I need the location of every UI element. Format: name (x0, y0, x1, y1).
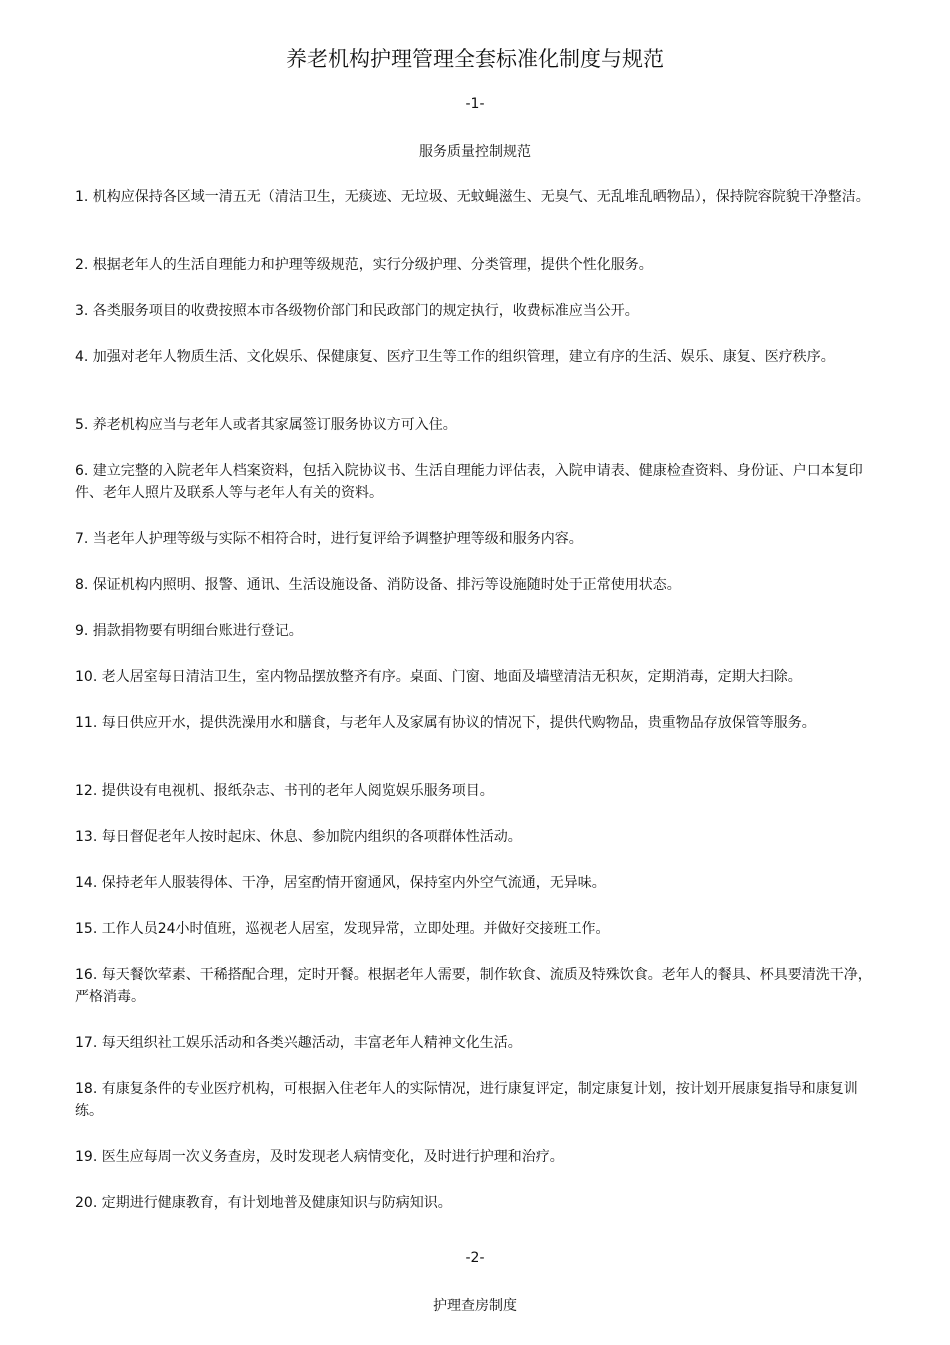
section-heading-nursing-rounds: 护理查房制度 (433, 1298, 517, 1314)
regulation-item-5: 5. 养老机构应当与老年人或者其家属签订服务协议方可入住。 (75, 417, 457, 433)
regulation-list (75, 186, 881, 1238)
regulation-item-1: 1. 机构应保持各区域一清五无（清洁卫生，无痰迹、无垃圾、无蚊蝇滋生、无臭气、无乱堆乱晒物品），保持院容院貌干净整洁。 (75, 189, 870, 205)
regulation-item-9: 9. 捐款捐物要有明细台账进行登记。 (75, 623, 303, 639)
document-title: 养老机构护理管理全套标准化制度与规范 (286, 47, 664, 71)
regulation-item-10: 10. 老人居室每日清洁卫生，室内物品摆放整齐有序。桌面、门窗、地面及墙壁清洁无积灰，定期消毒，定期大扫除。 (75, 669, 802, 685)
regulation-item-18: 18. 有康复条件的专业医疗机构，可根据入住老年人的实际情况，进行康复评定，制定康复计划，按计划开展康复指导和康复训练。 (75, 1081, 858, 1119)
regulation-item-2: 2. 根据老年人的生活自理能力和护理等级规范，实行分级护理、分类管理，提供个性化服务。 (75, 257, 653, 273)
regulation-item-13: 13. 每日督促老年人按时起床、休息、参加院内组织的各项群体性活动。 (75, 829, 522, 845)
page-number-1: -1- (465, 96, 485, 112)
regulation-item-3: 3. 各类服务项目的收费按照本市各级物价部门和民政部门的规定执行，收费标准应当公开。 (75, 303, 639, 319)
regulation-item-11: 11. 每日供应开水，提供洗澡用水和膳食，与老年人及家属有协议的情况下，提供代购物品，贵重物品存放保管等服务。 (75, 715, 816, 731)
regulation-item-20: 20. 定期进行健康教育，有计划地普及健康知识与防病知识。 (75, 1195, 452, 1211)
regulation-item-14: 14. 保持老年人服装得体、干净，居室酌情开窗通风，保持室内外空气流通，无异味。 (75, 875, 606, 891)
regulation-item-17: 17. 每天组织社工娱乐活动和各类兴趣活动，丰富老年人精神文化生活。 (75, 1035, 522, 1051)
regulation-item-7: 7. 当老年人护理等级与实际不相符合时，进行复评给予调整护理等级和服务内容。 (75, 531, 583, 547)
regulation-item-12: 12. 提供设有电视机、报纸杂志、书刊的老年人阅览娱乐服务项目。 (75, 783, 494, 799)
regulation-item-19: 19. 医生应每周一次义务查房，及时发现老人病情变化，及时进行护理和治疗。 (75, 1149, 564, 1165)
regulation-item-15: 15. 工作人员24小时值班，巡视老人居室，发现异常，立即处理。并做好交接班工作。 (75, 921, 610, 937)
section-heading-service-quality: 服务质量控制规范 (419, 144, 531, 160)
page-number-2: -2- (465, 1250, 485, 1266)
regulation-item-16: 16. 每天餐饮荤素、干稀搭配合理，定时开餐。根据老年人需要，制作软食、流质及特殊饮食。老年人的餐具、杯具要清洗干净，严格消毒。 (75, 967, 872, 1005)
regulation-item-4: 4. 加强对老年人物质生活、文化娱乐、保健康复、医疗卫生等工作的组织管理，建立有序的生活、娱乐、康复、医疗秩序。 (75, 349, 835, 365)
regulation-item-6: 6. 建立完整的入院老年人档案资料，包括入院协议书、生活自理能力评估表，入院申请表、健康检查资料、身份证、户口本复印件、老年人照片及联系人等与老年人有关的资料。 (75, 463, 863, 501)
regulation-item-8: 8. 保证机构内照明、报警、通讯、生活设施设备、消防设备、排污等设施随时处于正常使用状态。 (75, 577, 681, 593)
